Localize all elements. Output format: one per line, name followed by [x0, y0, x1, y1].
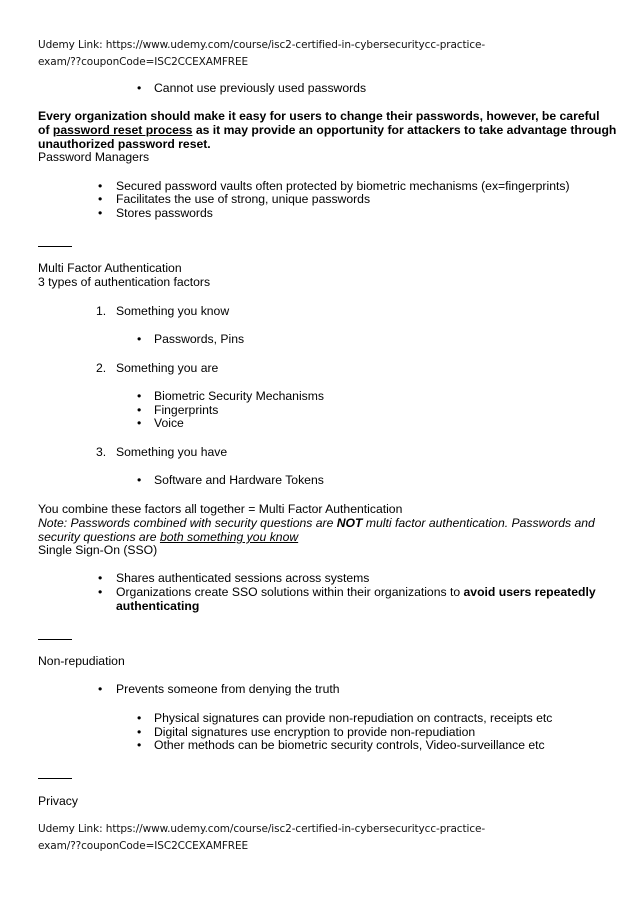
- page-header: [38, 37, 485, 71]
- warning-text: of: [38, 123, 53, 137]
- bullet-icon: •: [98, 179, 103, 193]
- list-item: Voice: [154, 416, 184, 430]
- bullet-icon: •: [137, 711, 142, 725]
- bullet-icon: •: [137, 416, 142, 430]
- bullet-icon: •: [137, 725, 142, 739]
- section-title-sso: Single Sign-On (SSO): [38, 543, 158, 557]
- list-item-emphasis: authenticating: [116, 599, 200, 613]
- list-item: Biometric Security Mechanisms: [154, 389, 324, 403]
- note-underline: both something you know: [159, 530, 299, 544]
- section-divider: [38, 639, 72, 640]
- mfa-subtitle: 3 types of authentication factors: [38, 275, 211, 289]
- list-item: Shares authenticated sessions across systems: [116, 571, 370, 585]
- list-item: Other methods can be biometric security controls, Video-surveillance etc: [154, 738, 545, 752]
- section-divider: [38, 778, 72, 779]
- note-text: Note: Passwords combined with security questions are: [38, 516, 337, 530]
- footer-link-line-2[interactable]: exam/??couponCode=ISC2CCEXAMFREE: [38, 840, 249, 852]
- warning-line-3: unauthorized password reset.: [38, 137, 211, 151]
- factor-number: 2.: [96, 361, 107, 375]
- header-link-line-2[interactable]: exam/??couponCode=ISC2CCEXAMFREE: [38, 56, 249, 68]
- section-title-mfa: Multi Factor Authentication: [38, 261, 182, 275]
- factor-number: 1.: [96, 304, 107, 318]
- note-emphasis: NOT: [336, 516, 363, 530]
- footer-link-line-1[interactable]: Udemy Link: https://www.udemy.com/course/isc2-certified-in-cybersecuritycc-practice-: [38, 823, 486, 835]
- list-item: [116, 586, 596, 600]
- warning-text: as it may provide an opportunity for attackers to take advantage through: [192, 123, 617, 137]
- section-title-privacy: Privacy: [38, 794, 78, 808]
- bullet-icon: •: [137, 332, 142, 346]
- list-item: Prevents someone from denying the truth: [116, 682, 340, 696]
- list-item-emphasis: avoid users repeatedly: [463, 585, 596, 599]
- list-item-text: Organizations create SSO solutions within their organizations to: [116, 585, 464, 599]
- bullet-icon: •: [137, 473, 142, 487]
- bullet-icon: •: [98, 192, 103, 206]
- mfa-note-line-1: [38, 517, 595, 531]
- list-item: Passwords, Pins: [154, 332, 245, 346]
- password-reset-process-link: password reset process: [52, 123, 193, 137]
- list-item: Cannot use previously used passwords: [154, 81, 367, 95]
- bullet-icon: •: [98, 206, 103, 220]
- note-text: multi factor authentication. Passwords and: [362, 516, 595, 530]
- factor-label: Something you are: [116, 361, 219, 375]
- bullet-icon: •: [98, 585, 103, 599]
- factor-label: Something you know: [116, 304, 230, 318]
- section-divider: [38, 246, 72, 247]
- list-item: Software and Hardware Tokens: [154, 473, 324, 487]
- bullet-icon: •: [137, 389, 142, 403]
- bullet-icon: •: [98, 682, 103, 696]
- list-item: Physical signatures can provide non-repudiation on contracts, receipts etc: [154, 711, 553, 725]
- bullet-icon: •: [137, 81, 142, 95]
- page-footer: [38, 821, 485, 855]
- bullet-icon: •: [98, 571, 103, 585]
- warning-line-2: [38, 124, 616, 138]
- bullet-icon: •: [137, 403, 142, 417]
- list-item: Digital signatures use encryption to provide non-repudiation: [154, 725, 476, 739]
- list-item: Stores passwords: [116, 206, 213, 220]
- section-title-password-managers: Password Managers: [38, 150, 150, 164]
- factor-number: 3.: [96, 445, 107, 459]
- list-item: Facilitates the use of strong, unique passwords: [116, 192, 371, 206]
- warning-line-1: Every organization should make it easy for users to change their passwords, however, be careful: [38, 109, 600, 123]
- header-link-line-1[interactable]: Udemy Link: https://www.udemy.com/course/isc2-certified-in-cybersecuritycc-practice-: [38, 39, 486, 51]
- mfa-combine: You combine these factors all together = Multi Factor Authentication: [38, 502, 403, 516]
- note-text: security questions are: [38, 530, 160, 544]
- factor-label: Something you have: [116, 445, 228, 459]
- list-item: Fingerprints: [154, 403, 219, 417]
- list-item: Secured password vaults often protected by biometric mechanisms (ex=fingerprints): [116, 179, 570, 193]
- bullet-icon: •: [137, 738, 142, 752]
- section-title-non-repudiation: Non-repudiation: [38, 654, 125, 668]
